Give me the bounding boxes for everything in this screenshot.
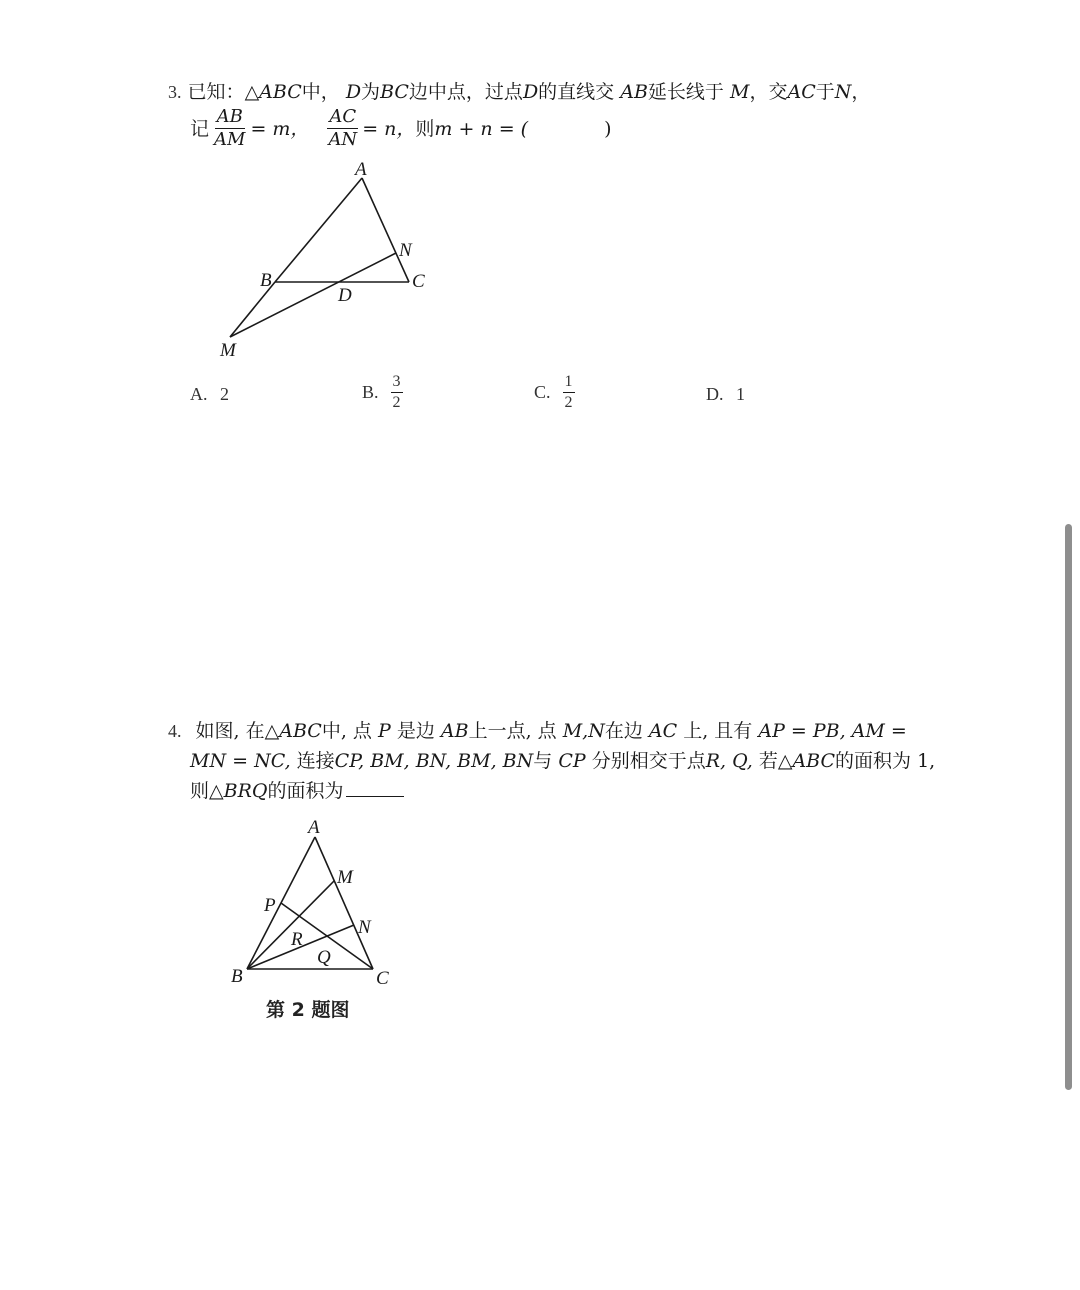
question-3-line-2 bbox=[190, 108, 612, 149]
question-3-line-1 bbox=[168, 77, 870, 107]
option-letter: C. bbox=[534, 382, 551, 402]
math-var: BC bbox=[380, 81, 409, 103]
text: 边中点，过点 bbox=[408, 81, 523, 103]
figure-caption: 第 2 题图 bbox=[266, 999, 350, 1021]
text: 则 bbox=[190, 780, 210, 802]
math-var: P bbox=[377, 720, 391, 742]
label-D: D bbox=[338, 285, 352, 306]
label-M: M bbox=[337, 867, 353, 888]
option-a[interactable] bbox=[190, 384, 229, 405]
text: 的面积为 1, bbox=[835, 750, 936, 772]
text: 于 bbox=[815, 81, 835, 103]
question-number: 4. bbox=[168, 721, 182, 741]
option-letter: A. bbox=[190, 384, 208, 404]
math-eq: = n， bbox=[362, 117, 416, 140]
segment-mn bbox=[230, 253, 396, 337]
math-var: R, Q, bbox=[705, 750, 753, 772]
math-var: D bbox=[345, 81, 362, 103]
numerator: 3 bbox=[391, 374, 403, 393]
text: 的直线交 bbox=[538, 81, 615, 103]
label-C: C bbox=[412, 271, 425, 292]
numerator: AB bbox=[216, 106, 243, 127]
math-triangle: △BRQ bbox=[209, 780, 268, 802]
label-N: N bbox=[358, 917, 371, 938]
label-N: N bbox=[399, 240, 412, 261]
text: 中, 点 bbox=[321, 720, 372, 742]
math-var: AC bbox=[648, 720, 678, 742]
math-var: M bbox=[729, 81, 750, 103]
math-expr: m + n = ( bbox=[434, 117, 529, 140]
denominator: 2 bbox=[392, 394, 401, 411]
text: 如图, 在 bbox=[195, 720, 265, 742]
option-d[interactable] bbox=[706, 384, 745, 405]
option-fraction bbox=[391, 374, 403, 411]
math-var: M,N bbox=[562, 720, 605, 742]
option-letter: D. bbox=[706, 384, 724, 404]
text: 分别相交于点 bbox=[591, 750, 706, 772]
text: ) bbox=[604, 117, 612, 140]
denominator: 2 bbox=[564, 394, 573, 411]
denominator: AM bbox=[214, 129, 246, 150]
label-Q: Q bbox=[317, 947, 331, 968]
text: 则 bbox=[415, 117, 435, 140]
text: 已知： bbox=[187, 81, 245, 103]
option-fraction bbox=[563, 374, 575, 411]
text: 上一点, 点 bbox=[468, 720, 557, 742]
numerator: AC bbox=[329, 106, 357, 127]
math-var: AB bbox=[620, 81, 648, 103]
label-M: M bbox=[220, 340, 236, 361]
denominator: AN bbox=[328, 129, 358, 150]
question-4-line-1 bbox=[168, 716, 907, 746]
segment-ab bbox=[275, 178, 362, 282]
text: 上, 且有 bbox=[683, 720, 753, 742]
text: 与 bbox=[533, 750, 553, 772]
math-triangle: △ABC bbox=[264, 720, 322, 742]
option-letter: B. bbox=[362, 382, 379, 402]
scrollbar-thumb[interactable] bbox=[1065, 524, 1072, 1090]
math-triangle: △ABC bbox=[777, 750, 836, 772]
math-eq: AP = PB, AM = bbox=[758, 720, 907, 742]
question-4-line-2 bbox=[190, 746, 935, 776]
math-eq: MN = NC, bbox=[190, 750, 291, 772]
text: 为 bbox=[361, 81, 381, 103]
label-P: P bbox=[264, 895, 276, 916]
text: 是边 bbox=[396, 720, 435, 742]
label-R: R bbox=[291, 929, 303, 950]
text: 的面积为 bbox=[267, 780, 344, 802]
math-var: AC bbox=[787, 81, 816, 103]
text: 若 bbox=[758, 750, 778, 772]
question-4-line-3 bbox=[190, 776, 404, 806]
figure-triangle-abc-q4 bbox=[220, 812, 420, 992]
numerator: 1 bbox=[563, 374, 575, 393]
option-value: 2 bbox=[220, 384, 229, 404]
text: 中， bbox=[301, 81, 340, 103]
math-list: CP, BM, BN, BM, BN bbox=[334, 750, 534, 772]
text: ， bbox=[851, 81, 871, 103]
option-b[interactable] bbox=[362, 374, 406, 411]
text: ，交 bbox=[749, 81, 788, 103]
text: 记 bbox=[190, 117, 210, 140]
label-A: A bbox=[355, 159, 367, 180]
text: 连接 bbox=[296, 750, 335, 772]
math-var: AB bbox=[440, 720, 469, 742]
label-C: C bbox=[376, 968, 389, 989]
figure-triangle-abc-q3 bbox=[210, 155, 460, 365]
fraction-ac-over-an bbox=[326, 108, 359, 149]
answer-blank[interactable] bbox=[346, 778, 404, 797]
math-var: D bbox=[522, 81, 539, 103]
option-c[interactable] bbox=[534, 374, 578, 411]
math-triangle: △ABC bbox=[244, 81, 302, 103]
fraction-ab-over-am bbox=[212, 108, 247, 149]
label-B: B bbox=[231, 966, 243, 987]
option-value: 1 bbox=[736, 384, 745, 404]
math-var: N bbox=[834, 81, 852, 103]
label-A: A bbox=[308, 817, 320, 838]
question-number: 3. bbox=[168, 82, 182, 102]
math-var: CP bbox=[558, 750, 586, 772]
text: 延长线于 bbox=[647, 81, 724, 103]
text: 在边 bbox=[604, 720, 643, 742]
math-eq: = m， bbox=[250, 117, 310, 140]
label-B: B bbox=[260, 270, 272, 291]
